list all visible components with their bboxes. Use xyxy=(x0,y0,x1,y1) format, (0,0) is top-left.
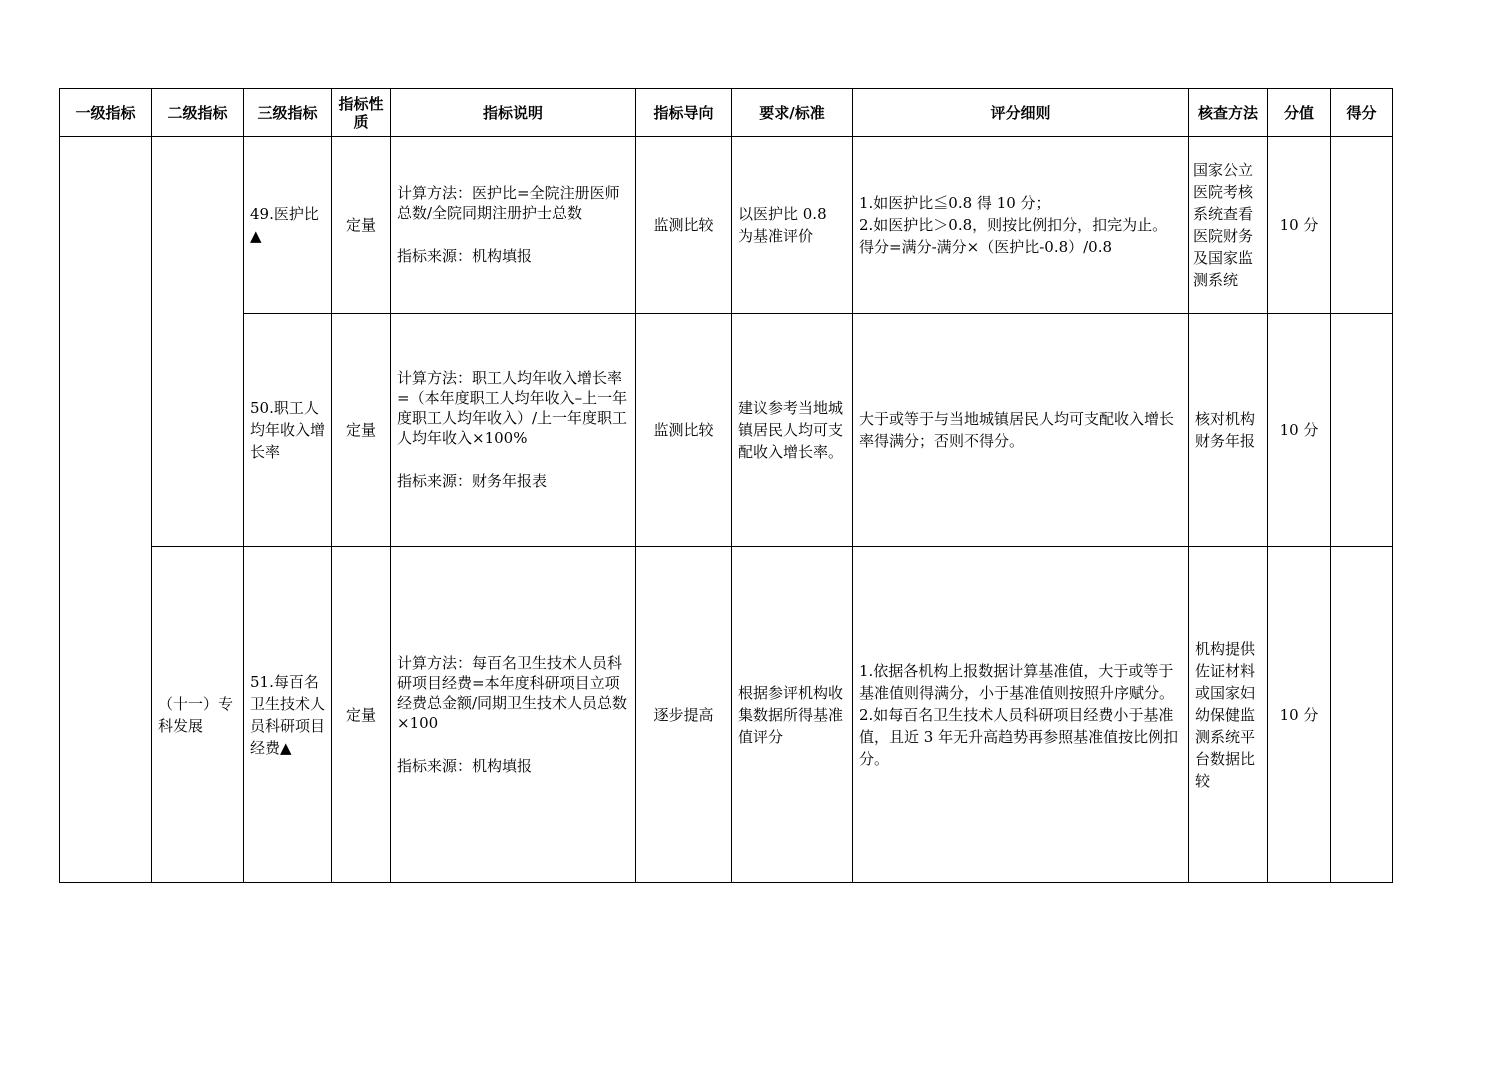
indicator-source-text: 指标来源：机构填报 xyxy=(397,247,533,265)
orientation-cell: 监测比较 xyxy=(636,314,732,547)
level1-cell xyxy=(60,137,152,883)
score-cell xyxy=(1331,137,1393,314)
header-level2: 二级指标 xyxy=(152,89,244,137)
header-scoring: 评分细则 xyxy=(853,89,1189,137)
header-description: 指标说明 xyxy=(391,89,636,137)
calc-method-text: 计算方法：医护比=全院注册医师总数/全院同期注册护士总数 xyxy=(397,184,620,222)
standard-cell: 根据参评机构收集数据所得基准值评分 xyxy=(732,547,853,883)
nature-cell: 定量 xyxy=(332,547,391,883)
indicator-source-text: 指标来源：财务年报表 xyxy=(397,472,548,490)
indicator-table xyxy=(59,88,1393,883)
level2-cell xyxy=(152,137,244,547)
level2-cell: （十一）专科发展 xyxy=(152,547,244,883)
check-method-cell: 国家公立医院考核系统查看医院财务及国家监测系统 xyxy=(1189,137,1268,314)
description-cell xyxy=(391,137,636,314)
nature-cell: 定量 xyxy=(332,137,391,314)
header-orientation: 指标导向 xyxy=(636,89,732,137)
level3-cell: 51.每百名卫生技术人员科研项目经费▲ xyxy=(244,547,332,883)
indicator-source-text: 指标来源：机构填报 xyxy=(397,756,533,775)
header-check-method: 核查方法 xyxy=(1189,89,1268,137)
level3-cell: 49.医护比▲ xyxy=(244,137,332,314)
description-cell xyxy=(391,314,636,547)
level3-cell: 50.职工人均年收入增长率 xyxy=(244,314,332,547)
orientation-cell: 逐步提高 xyxy=(636,547,732,883)
table-row xyxy=(60,137,1393,314)
standard-cell: 建议参考当地城镇居民人均可支配收入增长率。 xyxy=(732,314,853,547)
scoring-cell: 1.如医护比≦0.8 得 10 分； 2.如医护比＞0.8，则按比例扣分，扣完为止。得分=满分-满分×（医护比-0.8）/0.8 xyxy=(853,137,1189,314)
standard-cell: 以医护比 0.8 为基准评价 xyxy=(732,137,853,314)
score-cell xyxy=(1331,314,1393,547)
orientation-cell: 监测比较 xyxy=(636,137,732,314)
header-points: 分值 xyxy=(1268,89,1331,137)
scoring-cell: 大于或等于与当地城镇居民人均可支配收入增长率得满分；否则不得分。 xyxy=(853,314,1189,547)
header-level3: 三级指标 xyxy=(244,89,332,137)
calc-method-text: 计算方法：每百名卫生技术人员科研项目经费=本年度科研项目立项经费总金额/同期卫生技术人员总数×100 xyxy=(397,653,628,732)
points-cell: 10 分 xyxy=(1268,547,1331,883)
header-standard: 要求/标准 xyxy=(732,89,853,137)
calc-method-text: 计算方法：职工人均年收入增长率=（本年度职工人均年收入–上一年度职工人均年收入）/上一年度职工人均年收入×100% xyxy=(397,369,628,447)
nature-cell: 定量 xyxy=(332,314,391,547)
check-method-cell: 机构提供佐证材料或国家妇幼保健监测系统平台数据比较 xyxy=(1189,547,1268,883)
score-cell xyxy=(1331,547,1393,883)
check-method-cell: 核对机构财务年报 xyxy=(1189,314,1268,547)
points-cell: 10 分 xyxy=(1268,314,1331,547)
table-row xyxy=(60,314,1393,547)
header-score: 得分 xyxy=(1331,89,1393,137)
scoring-cell: 1.依据各机构上报数据计算基准值，大于或等于基准值则得满分，小于基准值则按照升序赋分。 2.如每百名卫生技术人员科研项目经费小于基准值，且近 3 年无升高趋势再参照基准值按比例扣分。 xyxy=(853,547,1189,883)
header-nature: 指标性质 xyxy=(332,89,391,137)
header-level1: 一级指标 xyxy=(60,89,152,137)
points-cell: 10 分 xyxy=(1268,137,1331,314)
table-row xyxy=(60,547,1393,883)
table-header-row xyxy=(60,89,1393,137)
description-cell xyxy=(391,547,636,883)
